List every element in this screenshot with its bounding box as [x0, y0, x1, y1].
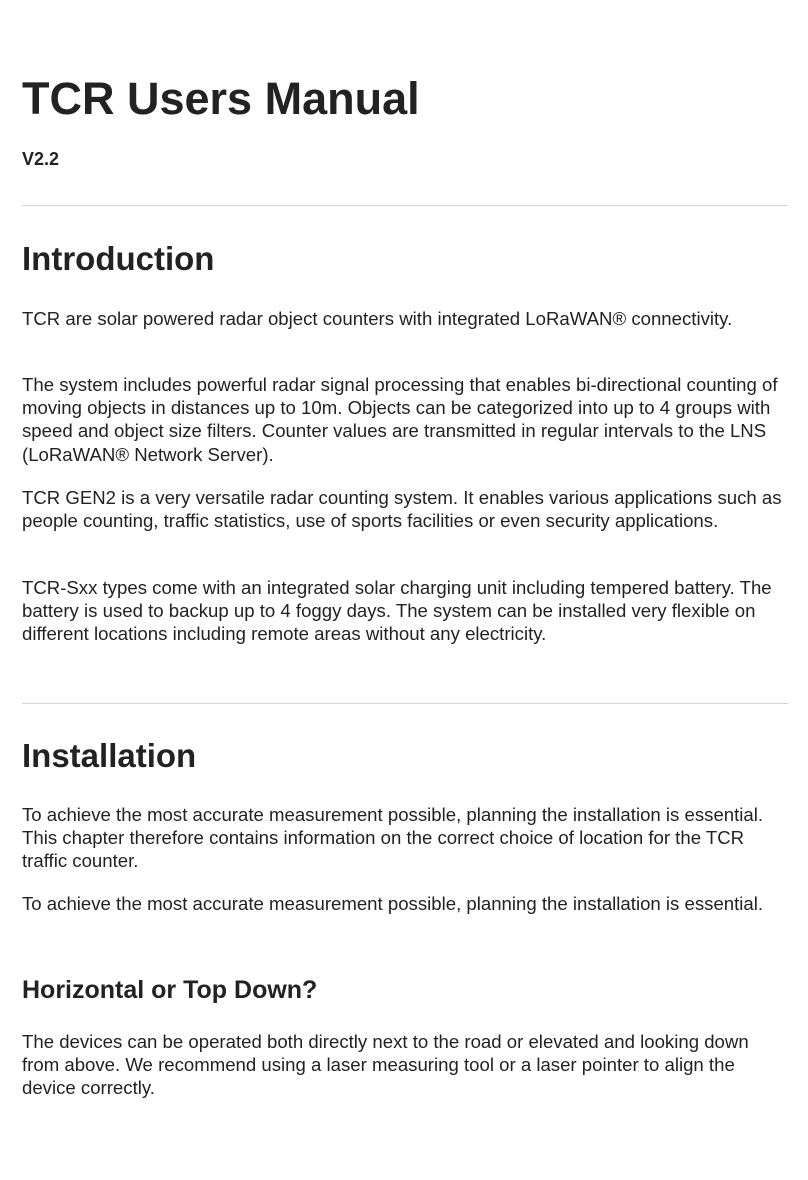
introduction-paragraph: TCR GEN2 is a very versatile radar counting system. It enables various applications such as people counting, traffic statistics, use of sports facilities or even security applications.	[22, 487, 782, 532]
introduction-paragraph: TCR are solar powered radar object counters with integrated LoRaWAN® connectivity.	[22, 308, 733, 329]
installation-heading: Installation	[22, 737, 197, 774]
subsection-heading: Horizontal or Top Down?	[22, 976, 318, 1004]
introduction-paragraph: TCR-Sxx types come with an integrated solar charging unit including tempered battery. The battery is used to backup up to 4 foggy days. The system can be installed very flexible on different locations including remote areas without any electricity.	[22, 577, 772, 645]
introduction-heading: Introduction	[22, 240, 215, 277]
introduction-paragraph: The system includes powerful radar signal processing that enables bi-directional counting of moving objects in distances up to 10m. Objects can be categorized into up to 4 groups with speed and object size filters. Counter values are transmitted in regular intervals to the LNS (LoRaWAN® Network Server).	[22, 374, 778, 465]
section-divider	[22, 703, 788, 704]
document-title: TCR Users Manual	[22, 73, 420, 124]
section-divider	[22, 205, 788, 206]
document-version: V2.2	[22, 149, 60, 169]
subsection-paragraph: The devices can be operated both directly next to the road or elevated and looking down from above. We recommend using a laser measuring tool or a laser pointer to align the device correctly.	[22, 1031, 749, 1099]
installation-paragraph: To achieve the most accurate measurement possible, planning the installation is essential. This chapter therefore contains information on the correct choice of location for the TCR traffic counter.	[22, 804, 764, 872]
installation-paragraph: To achieve the most accurate measurement possible, planning the installation is essential.	[22, 893, 764, 914]
